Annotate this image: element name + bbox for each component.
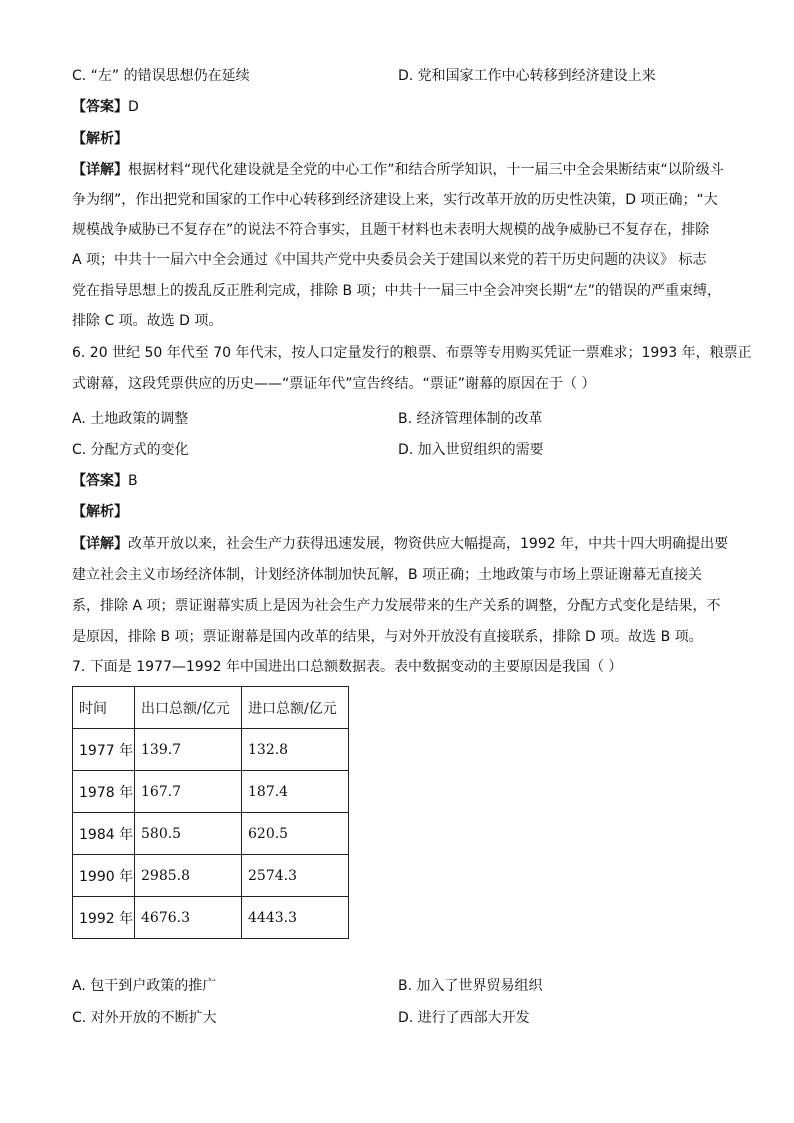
table-row: [73, 855, 349, 897]
q5-detail-line-4: A 项；中共十一届六中全会通过《中国共产党中央委员会关于建国以来党的若干历史问题的决议》 标志: [72, 252, 707, 268]
q5-detail-line-5: 党在指导思想上的拨乱反正胜利完成，排除 B 项；中共十一届三中全会冲突长期“左”的错误的严重束缚，: [72, 283, 722, 299]
q7-option-c: C. 对外开放的不断扩大: [72, 1010, 217, 1026]
q5-detail-line-1: [72, 160, 724, 180]
q6-stem-line-1: 6. 20 世纪 50 年代至 70 年代末，按人口定量发行的粮票、布票等专用购买凭证一票难求；1993 年，粮票正: [72, 345, 752, 361]
cell-export: 4676.3: [135, 897, 242, 939]
q7-option-b: B. 加入了世界贸易组织: [398, 978, 543, 994]
cell-export: 139.7: [135, 729, 242, 771]
q5-detail-line-3: 规模战争威胁已不复存在”的说法不符合事实，且题干材料也未表明大规模的战争威胁已不复存在，排除: [72, 222, 710, 238]
q6-detail-text: 改革开放以来，社会生产力获得迅速发展，物资供应大幅提高，1992 年，中共十四大明确提出要: [128, 536, 729, 552]
q7-option-a: A. 包干到户政策的推广: [72, 978, 217, 994]
cell-year: 1992 年: [73, 897, 135, 939]
cell-import: 132.8: [242, 729, 349, 771]
cell-import: 2574.3: [242, 855, 349, 897]
q5-detail-line-2: 争为纲”，作出把党和国家的工作中心转移到经济建设上来，实行改革开放的历史性决策，D 项正确；“大: [72, 192, 718, 208]
q6-detail-line-3: 系，排除 A 项；票证谢幕实质上是因为社会生产力发展带来的生产关系的调整，分配方式变化是结果，不: [72, 598, 721, 614]
q5-answer-line: [72, 97, 139, 117]
cell-year: 1977 年: [73, 729, 135, 771]
cell-export: 167.7: [135, 771, 242, 813]
cell-import: 187.4: [242, 771, 349, 813]
table-row: [73, 771, 349, 813]
q5-analysis-tag: 【解析】: [72, 131, 128, 147]
q6-option-d: D. 加入世贸组织的需要: [398, 442, 544, 458]
q5-answer-value: D: [128, 99, 139, 115]
cell-import: 4443.3: [242, 897, 349, 939]
cell-year: 1990 年: [73, 855, 135, 897]
table-header-row: [73, 687, 349, 729]
q6-detail-line-1: [72, 534, 728, 554]
answer-tag: 【答案】: [72, 99, 128, 115]
header-import: 进口总额/亿元: [242, 687, 349, 729]
q5-option-d: D. 党和国家工作中心转移到经济建设上来: [398, 68, 656, 84]
table-row: [73, 897, 349, 939]
header-year: 时间: [73, 687, 135, 729]
q6-option-a: A. 土地政策的调整: [72, 411, 189, 427]
q6-option-c: C. 分配方式的变化: [72, 442, 189, 458]
cell-year: 1984 年: [73, 813, 135, 855]
q6-answer-line: [72, 471, 138, 491]
q6-detail-line-2: 建立社会主义市场经济体制，计划经济体制加快瓦解，B 项正确；土地政策与市场上票证谢幕无直接关: [72, 567, 703, 583]
q6-stem-line-2: 式谢幕，这段凭票供应的历史——“票证年代”宣告终结。“票证”谢幕的原因在于（ ）: [72, 376, 596, 392]
detail-tag: 【详解】: [72, 162, 128, 178]
q6-detail-line-4: 是原因，排除 B 项；票证谢幕是国内改革的结果，与对外开放没有直接联系，排除 D 项。故选 B 项。: [72, 629, 703, 645]
q5-option-c: C. “左” 的错误思想仍在延续: [72, 68, 250, 84]
cell-year: 1978 年: [73, 771, 135, 813]
trade-data-table: [72, 686, 349, 939]
q6-answer-value: B: [128, 473, 138, 489]
answer-tag: 【答案】: [72, 473, 128, 489]
q5-detail-line-6: 排除 C 项。故选 D 项。: [72, 313, 223, 329]
table-row: [73, 813, 349, 855]
cell-export: 580.5: [135, 813, 242, 855]
q5-detail-text: 根据材料“现代化建设就是全党的中心工作”和结合所学知识，十一届三中全会果断结束“以阶级斗: [128, 162, 724, 178]
q6-analysis-tag: 【解析】: [72, 504, 128, 520]
q7-stem: 7. 下面是 1977—1992 年中国进出口总额数据表。表中数据变动的主要原因是我国（ ）: [72, 659, 623, 675]
q7-option-d: D. 进行了西部大开发: [398, 1010, 530, 1026]
detail-tag: 【详解】: [72, 536, 128, 552]
cell-export: 2985.8: [135, 855, 242, 897]
cell-import: 620.5: [242, 813, 349, 855]
header-export: 出口总额/亿元: [135, 687, 242, 729]
q6-option-b: B. 经济管理体制的改革: [398, 411, 543, 427]
table-row: [73, 729, 349, 771]
